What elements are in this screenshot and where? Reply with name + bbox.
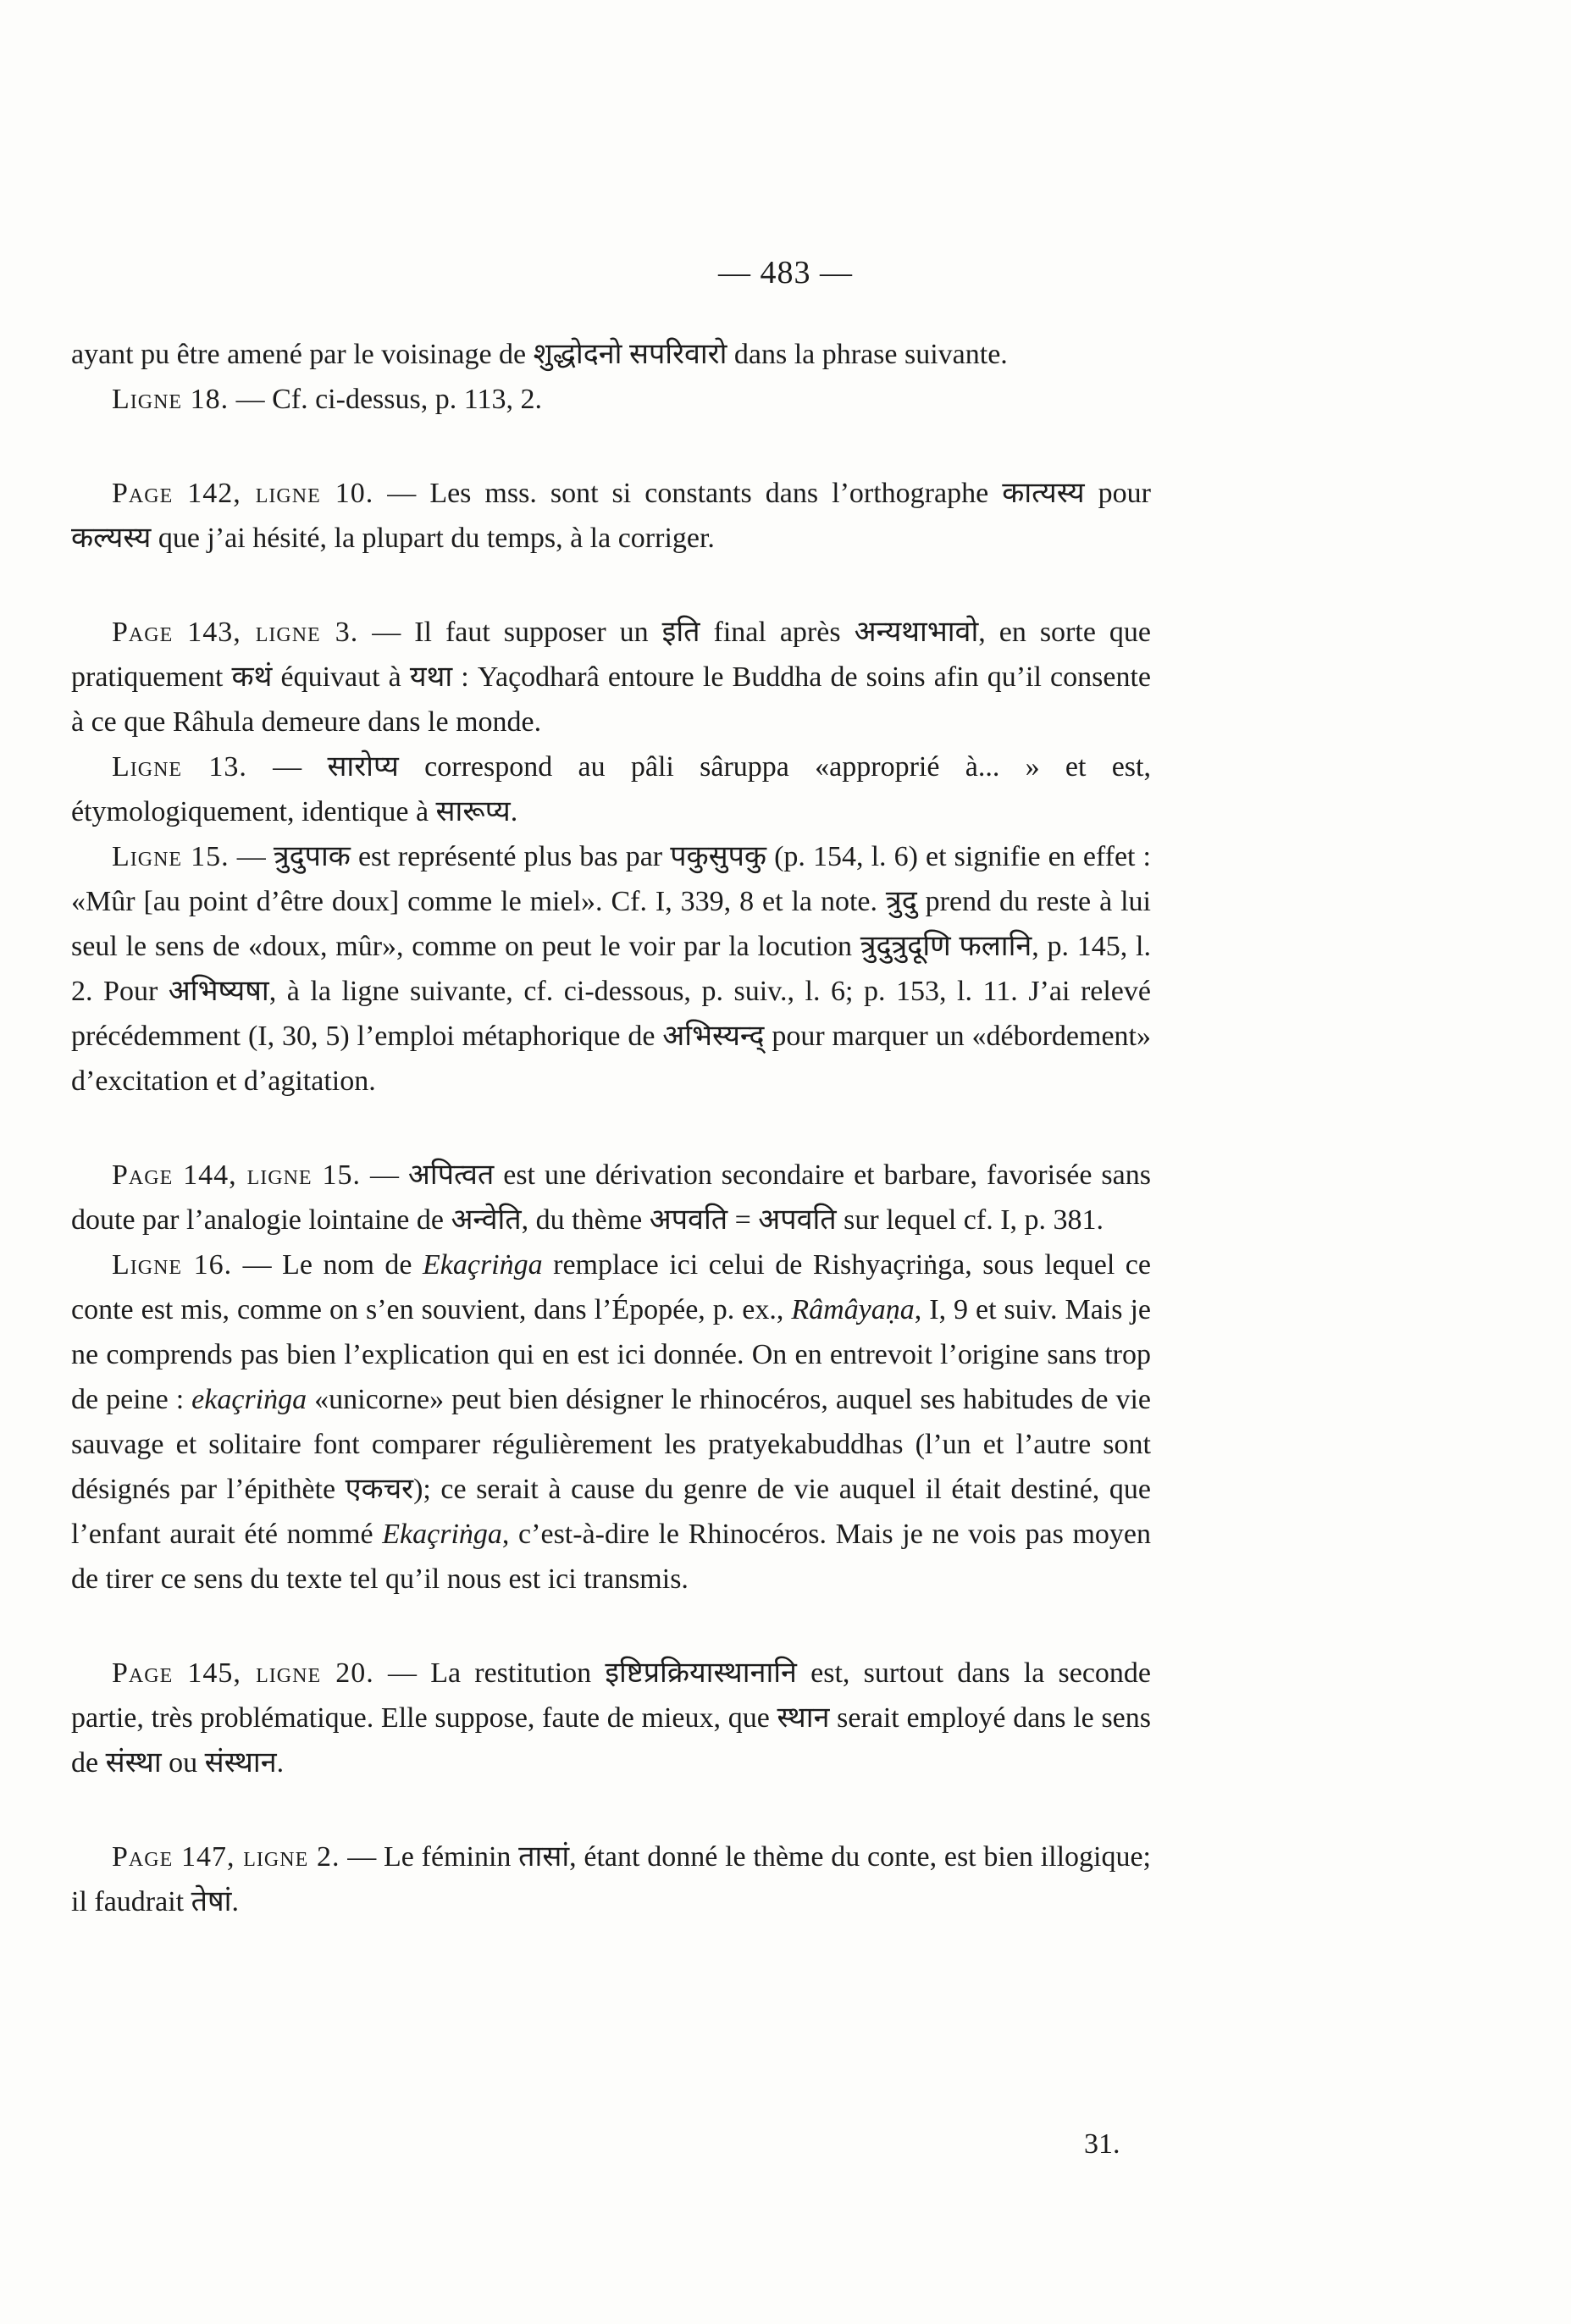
- note-text: — La restitution इष्टिप्रक्रियास्थानानि est, surtout dans la seconde partie, très problématique. Elle suppose, faute de mieux, que स्थान serait employé dans le sens de संस्था ou संस्थान.: [71, 1657, 1151, 1779]
- note-ligne-18: [71, 377, 1151, 422]
- note-label: Ligne 15.: [112, 841, 230, 872]
- paragraph-gap: [71, 561, 1151, 610]
- paragraph-text: ayant pu être amené par le voisinage de शुद्धोदनो सपरिवारो dans la phrase suivante.: [71, 339, 1008, 370]
- note-label: Page 143, ligne 3.: [112, 617, 359, 648]
- note-ligne-13: [71, 744, 1151, 834]
- body-text: [71, 332, 1151, 1924]
- note-text: — अपित्वत est une dérivation secondaire et barbare, favorisée sans doute par l’analogie lointaine de अन्वेति, du thème अपवति = अपवति sur lequel cf. I, p. 381.: [71, 1159, 1151, 1236]
- note-text: — Cf. ci-dessus, p. 113, 2.: [229, 384, 542, 415]
- note-page-147: [71, 1834, 1151, 1924]
- note-text: — Le féminin तासां, étant donné le thème du conte, est bien illogique; il faudrait तेषां.: [71, 1841, 1151, 1917]
- note-text: — Les mss. sont si constants dans l’orthographe कात्यस्य pour कल्यस्य que j’ai hésité, la plupart du temps, à la corriger.: [71, 478, 1151, 554]
- note-label: Ligne 13.: [112, 751, 247, 783]
- note-label: Page 144, ligne 15.: [112, 1159, 362, 1191]
- italic-term: Ekaçriṅga: [382, 1519, 502, 1550]
- note-label: Page 145, ligne 20.: [112, 1657, 374, 1689]
- note-page-144: [71, 1153, 1151, 1242]
- italic-term: ekaçriṅga: [191, 1384, 307, 1415]
- paragraph-gap: [71, 1104, 1151, 1153]
- note-text: — सारोप्य correspond au pâli sâruppa «approprié à... » et est, étymologiquement, identique à सारूप्य.: [71, 751, 1151, 827]
- note-text: — Le nom de: [232, 1249, 423, 1281]
- note-text: remplace ici celui de Rishyaçriṅga, sous lequel ce conte est mis, comme on s’en souvient, dans l’Épopée, p. ex.,: [71, 1249, 1151, 1325]
- note-label: Ligne 18.: [112, 384, 230, 415]
- note-label: Page 142, ligne 10.: [112, 478, 374, 509]
- paragraph-continuation: [71, 332, 1151, 377]
- note-page-142: [71, 471, 1151, 561]
- signature-mark: 31.: [1084, 2128, 1120, 2160]
- italic-term: Ekaçriṅga: [423, 1249, 543, 1281]
- italic-term: Râmâyaṇa: [791, 1294, 915, 1325]
- note-page-145: [71, 1651, 1151, 1785]
- note-text: — Il faut supposer un इति final après अन्यथाभावो, en sorte que pratiquement कथं équivaut à यथा : Yaçodharâ entoure le Buddha de soins afin qu’il consente à ce que Râhula demeure dans le monde.: [71, 617, 1152, 738]
- note-label: Page 147, ligne 2.: [112, 1841, 340, 1873]
- paragraph-gap: [71, 1785, 1151, 1834]
- note-text: , I, 9 et suiv. Mais je ne comprends pas bien l’explication qui en est ici donnée. On en entrevoit l’origine sans trop de peine :: [71, 1294, 1151, 1415]
- note-ligne-15: [71, 834, 1151, 1104]
- paragraph-gap: [71, 422, 1151, 471]
- note-ligne-16: [71, 1242, 1151, 1602]
- note-page-143: [71, 610, 1151, 744]
- paragraph-gap: [71, 1602, 1151, 1651]
- page-number: — 483 —: [718, 255, 853, 290]
- note-label: Ligne 16.: [112, 1249, 233, 1281]
- note-text: , c’est-à-dire le Rhinocéros. Mais je ne vois pas moyen de tirer ce sens du texte tel qu’il nous est ici transmis.: [71, 1519, 1151, 1595]
- note-text: — त्रुदुपाक est représenté plus bas par पकुसुपकु (p. 154, l. 6) et signifie en effet : «Mûr [au point d’être doux] comme le miel». Cf. I, 339, 8 et la note. त्रुदु prend du reste à lui seul le sens de «doux, mûr», comme on peut le voir par la locution त्रुदुत्रुदूणि फलानि, p. 145, l. 2. Pour अभिष्यषा, à la ligne suivante, cf. ci-dessous, p. suiv., l. 6; p. 153, l. 11. J’ai relevé précédemment (I, 30, 5) l’emploi métaphorique de अभिस्यन्द् pour marquer un «débordement» d’excitation et d’agitation.: [71, 841, 1151, 1097]
- note-text: «unicorne» peut bien désigner le rhinocéros, auquel ses habitudes de vie sauvage et solitaire font comparer régulièrement les pratyekabuddhas (l’un et l’autre sont désignés par l’épithète एकचर); ce serait à cause du genre de vie auquel il était destiné, que l’enfant aurait été nommé: [71, 1384, 1151, 1550]
